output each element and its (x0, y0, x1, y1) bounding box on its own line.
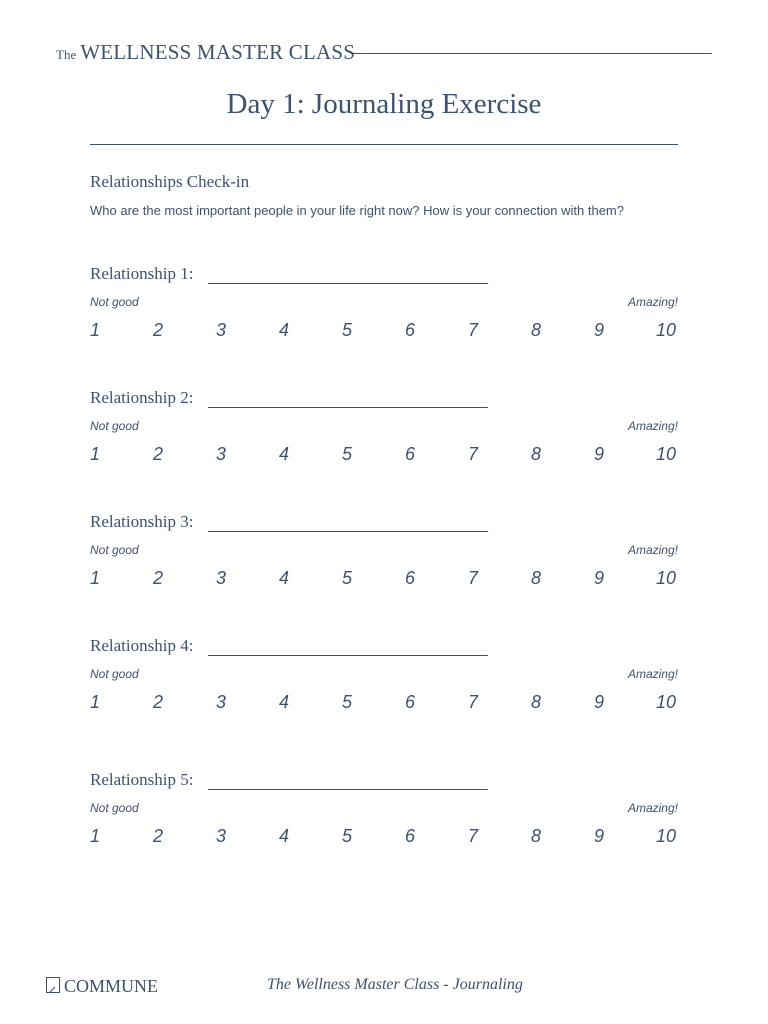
rating-option-4[interactable]: 4 (279, 444, 290, 464)
rating-option-4[interactable]: 4 (279, 320, 290, 340)
relationship-block (90, 388, 680, 478)
rating-option-8[interactable]: 8 (531, 826, 542, 846)
scale-low-label: Not good (90, 543, 139, 557)
rating-option-6[interactable]: 6 (405, 444, 416, 464)
rating-option-8[interactable]: 8 (531, 320, 542, 340)
rating-option-6[interactable]: 6 (405, 692, 416, 712)
rating-option-3[interactable]: 3 (216, 444, 227, 464)
rating-option-2[interactable]: 2 (153, 320, 164, 340)
brand-logo (56, 40, 355, 65)
page-title: Day 1: Journaling Exercise (226, 88, 542, 120)
scale-low-label: Not good (90, 801, 139, 815)
rating-option-10[interactable]: 10 (656, 568, 677, 588)
rating-option-9[interactable]: 9 (594, 826, 605, 846)
scale-high-label: Amazing! (627, 295, 678, 309)
rating-option-6[interactable]: 6 (405, 568, 416, 588)
rating-option-2[interactable]: 2 (153, 444, 164, 464)
rating-option-2[interactable]: 2 (153, 568, 164, 588)
section-prompt: Who are the most important people in your life right now? How is your connection with them? (90, 203, 624, 218)
rating-option-10[interactable]: 10 (656, 826, 677, 846)
relationship-label: Relationship 3: (90, 512, 194, 531)
rating-scale (90, 692, 680, 716)
rating-option-3[interactable]: 3 (216, 568, 227, 588)
rating-option-7[interactable]: 7 (468, 444, 479, 464)
rating-option-4[interactable]: 4 (279, 826, 290, 846)
rating-option-5[interactable]: 5 (342, 568, 353, 588)
scale-low-label: Not good (90, 667, 139, 681)
rating-option-4[interactable]: 4 (279, 692, 290, 712)
commune-logo (46, 976, 158, 997)
relationship-block (90, 770, 680, 860)
rating-option-4[interactable]: 4 (279, 568, 290, 588)
rating-option-8[interactable]: 8 (531, 568, 542, 588)
relationship-label: Relationship 1: (90, 264, 194, 283)
rating-option-8[interactable]: 8 (531, 444, 542, 464)
rating-option-5[interactable]: 5 (342, 826, 353, 846)
relationship-name-blank[interactable] (208, 531, 488, 532)
scale-low-label: Not good (90, 419, 139, 433)
rating-option-3[interactable]: 3 (216, 826, 227, 846)
title-divider (90, 144, 678, 145)
rating-option-1[interactable]: 1 (90, 444, 101, 464)
rating-option-5[interactable]: 5 (342, 444, 353, 464)
rating-option-10[interactable]: 10 (656, 692, 677, 712)
rating-option-1[interactable]: 1 (90, 826, 101, 846)
rating-option-3[interactable]: 3 (216, 692, 227, 712)
rating-option-1[interactable]: 1 (90, 692, 101, 712)
relationship-block (90, 636, 680, 726)
rating-option-8[interactable]: 8 (531, 692, 542, 712)
rating-scale (90, 568, 680, 592)
rating-option-5[interactable]: 5 (342, 320, 353, 340)
rating-option-7[interactable]: 7 (468, 692, 479, 712)
scale-high-label: Amazing! (627, 801, 678, 815)
scale-high-label: Amazing! (627, 419, 678, 433)
rating-option-9[interactable]: 9 (594, 320, 605, 340)
commune-logo-text: COMMUNE (64, 976, 159, 996)
rating-scale (90, 826, 680, 850)
rating-scale (90, 320, 680, 344)
rating-option-1[interactable]: 1 (90, 320, 101, 340)
rating-option-6[interactable]: 6 (405, 826, 416, 846)
relationship-block (90, 512, 680, 602)
relationship-name-blank[interactable] (208, 283, 488, 284)
rating-option-7[interactable]: 7 (468, 320, 479, 340)
commune-mark-icon (46, 977, 60, 993)
brand-name: WELLNESS MASTER CLASS (80, 40, 356, 64)
rating-option-10[interactable]: 10 (656, 320, 677, 340)
section-heading: Relationships Check-in (90, 172, 250, 191)
rating-option-7[interactable]: 7 (468, 568, 479, 588)
rating-option-7[interactable]: 7 (468, 826, 479, 846)
rating-option-3[interactable]: 3 (216, 320, 227, 340)
scale-high-label: Amazing! (627, 667, 678, 681)
relationship-name-blank[interactable] (208, 655, 488, 656)
rating-option-9[interactable]: 9 (594, 444, 605, 464)
relationship-block (90, 264, 680, 354)
rating-option-1[interactable]: 1 (90, 568, 101, 588)
rating-scale (90, 444, 680, 468)
relationship-name-blank[interactable] (208, 407, 488, 408)
scale-low-label: Not good (90, 295, 139, 309)
rating-option-10[interactable]: 10 (656, 444, 677, 464)
relationship-label: Relationship 4: (90, 636, 194, 655)
brand-prefix: The (56, 47, 77, 62)
rating-option-2[interactable]: 2 (153, 826, 164, 846)
rating-option-6[interactable]: 6 (405, 320, 416, 340)
relationship-label: Relationship 2: (90, 388, 194, 407)
header-divider (351, 53, 712, 54)
relationship-name-blank[interactable] (208, 789, 488, 790)
rating-option-9[interactable]: 9 (594, 568, 605, 588)
rating-option-2[interactable]: 2 (153, 692, 164, 712)
rating-option-5[interactable]: 5 (342, 692, 353, 712)
rating-option-9[interactable]: 9 (594, 692, 605, 712)
scale-high-label: Amazing! (627, 543, 678, 557)
footer-title: The Wellness Master Class - Journaling (267, 976, 523, 993)
relationship-label: Relationship 5: (90, 770, 194, 789)
